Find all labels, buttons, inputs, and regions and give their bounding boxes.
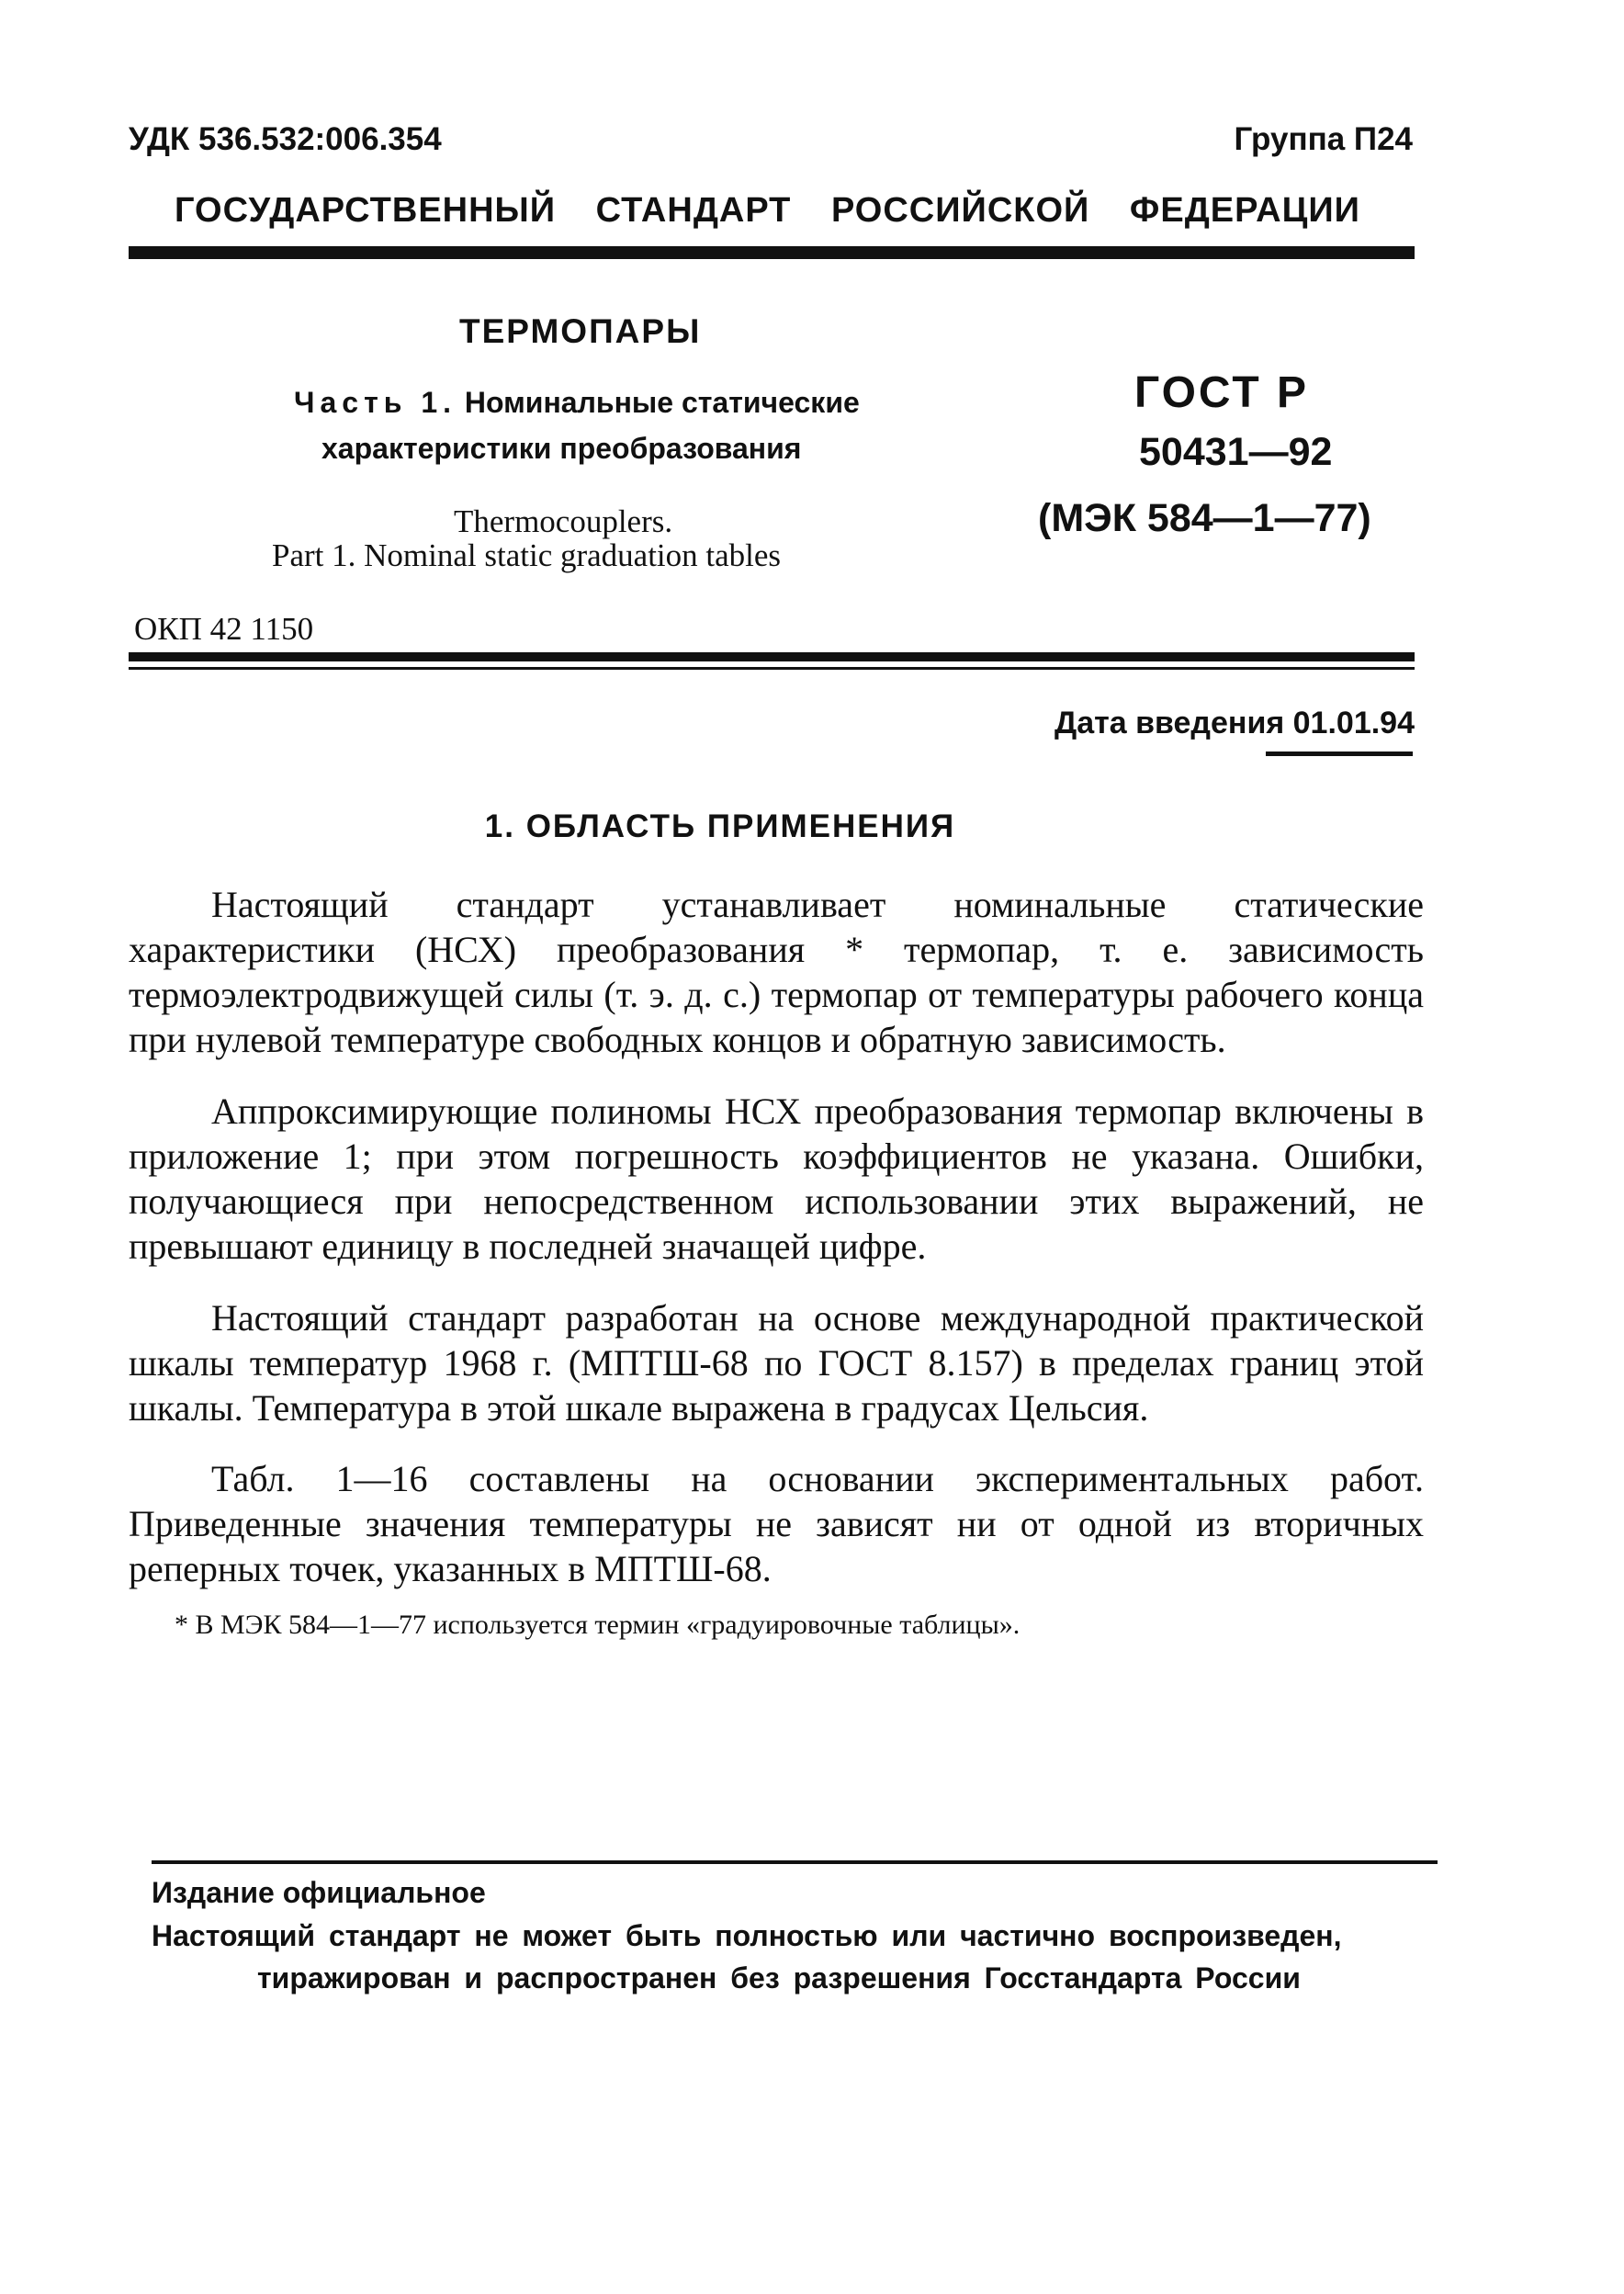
document-title: ТЕРМОПАРЫ (459, 312, 702, 350)
footnote: * В МЭК 584—1—77 используется термин «градуировочные таблицы». (175, 1610, 1021, 1640)
gost-number: 50431—92 (1139, 430, 1333, 474)
okp-code: ОКП 42 1150 (134, 611, 314, 647)
paragraph-2-text: Аппроксимирующие полиномы НСХ преобразования термопар включены в приложение 1; при этом погрешность коэффициентов не указана. Ошибки, получающиеся при непосредственном использовании этих выражений, не превышают единицу в последней значащей цифре. (129, 1090, 1424, 1267)
date-underline (1266, 751, 1413, 756)
section-heading (0, 808, 1624, 845)
title-rule-thin (129, 667, 1415, 670)
organization-title: ГОСУДАРСТВЕННЫЙ СТАНДАРТ РОССИЙСКОЙ ФЕДЕРАЦИИ (175, 191, 1360, 230)
paragraph-4-text: Табл. 1—16 составлены на основании экспериментальных работ. Приведенные значения температуры не зависят ни от одной из вторичных реперных точек, указанных в МПТШ-68. (129, 1458, 1424, 1589)
publication-rule (152, 1860, 1438, 1864)
udk-code: УДК 536.532:006.354 (129, 121, 442, 157)
gost-label: ГОСТ Р (1134, 368, 1310, 417)
part-title-text1: Номинальные статические (464, 386, 860, 419)
copyright-notice-line2: тиражирован и распространен без разрешения Госстандарта России (257, 1961, 1301, 1995)
iec-reference: (МЭК 584—1—77) (1038, 496, 1371, 540)
paragraph-1-text: Настоящий стандарт устанавливает номинальные статические характеристики (НСХ) преобразования * термопар, т. е. зависимость термоэлектродвижущей силы (т. э. д. с.) термопар от температуры рабочего конца при нулевой температуре свободных концов и обратную зависимость. (129, 884, 1424, 1060)
date-label: Дата введения (1054, 706, 1285, 740)
header-rule (129, 246, 1415, 259)
part-label: Часть 1. (294, 386, 457, 419)
title-rule (129, 652, 1415, 661)
paragraph-3-text: Настоящий стандарт разработан на основе международной практической шкалы температур 1968 г. (МПТШ-68 по ГОСТ 8.157) в пределах границ этой шкалы. Температура в этой шкале выражена в градусах Цельсия. (129, 1297, 1424, 1429)
paragraph-4 (129, 1456, 1424, 1591)
paragraph-2 (129, 1089, 1424, 1269)
copyright-notice-line1: Настоящий стандарт не может быть полностью или частично воспроизведен, (152, 1919, 1342, 1952)
part-title-line1 (294, 386, 860, 420)
date-value: 01.01.94 (1292, 706, 1415, 740)
part-title-line2: характеристики преобразования (321, 432, 802, 465)
english-title-line1: Thermocouplers. (454, 503, 673, 539)
edition-label: Издание официальное (152, 1876, 486, 1909)
paragraph-1 (129, 882, 1424, 1062)
english-title-line2: Part 1. Nominal static graduation tables (272, 537, 782, 573)
introduction-date (1054, 706, 1415, 741)
paragraph-3 (129, 1295, 1424, 1430)
group-code: Группа П24 (1234, 121, 1413, 157)
section-heading-text: 1. ОБЛАСТЬ ПРИМЕНЕНИЯ (484, 808, 956, 844)
